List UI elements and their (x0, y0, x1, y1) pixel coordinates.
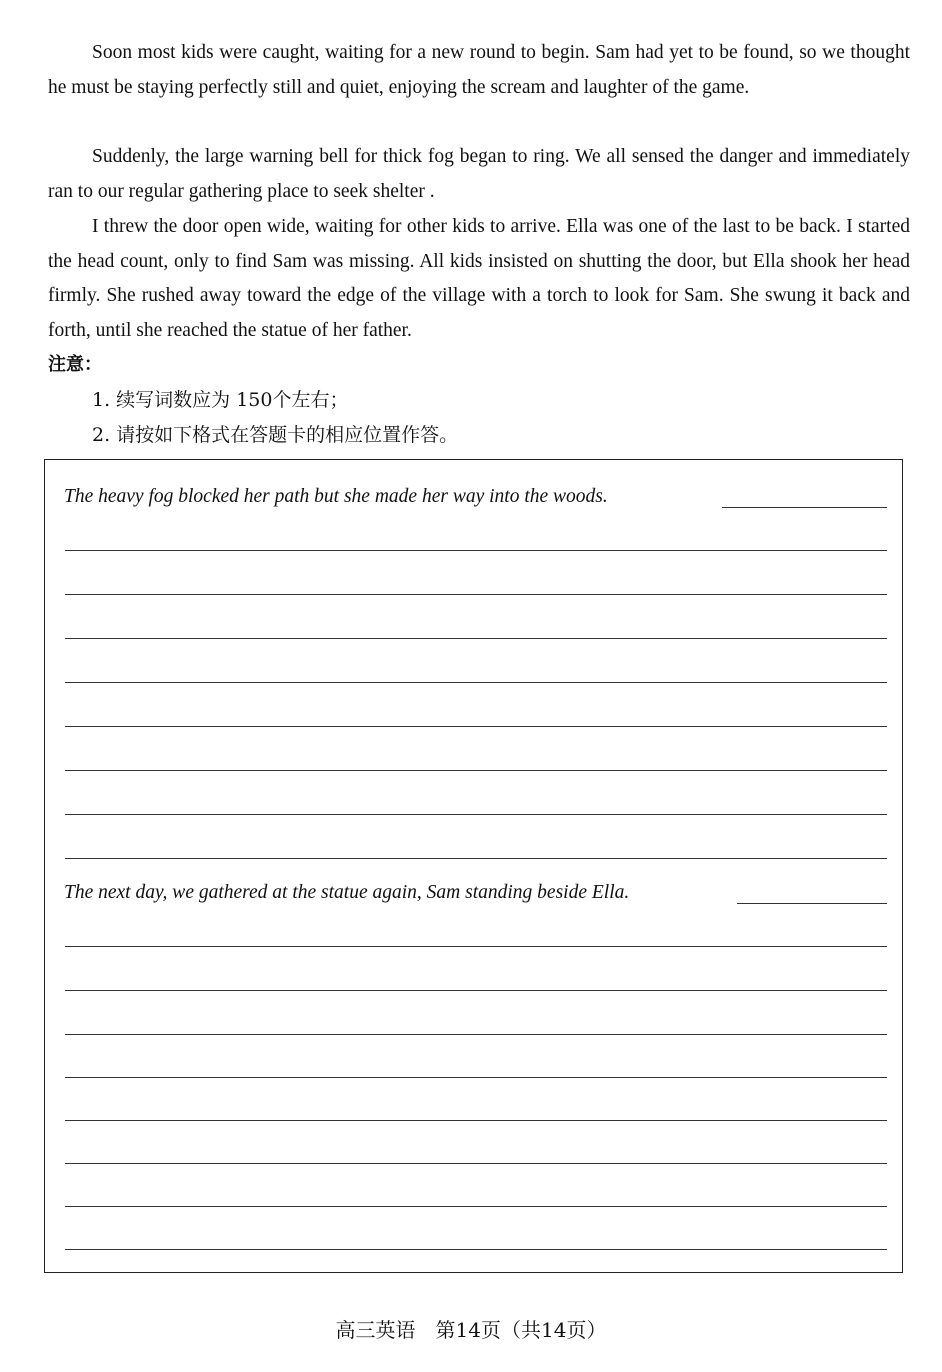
writing-line[interactable] (737, 903, 887, 904)
writing-line[interactable] (65, 1206, 887, 1207)
writing-line[interactable] (65, 1163, 887, 1164)
writing-line[interactable] (65, 682, 887, 683)
passage-paragraph-3: I threw the door open wide, waiting for other kids to arrive. Ella was one of the last to be back. I started the head count, only to find Sam was missing. All kids insisted on shutting the door, but Ella shook her head firmly. She rushed away toward the edge of the village with a torch to look for Sam. She swung it back and forth, until she reached the statue of her father. (48, 216, 910, 342)
writing-line[interactable] (65, 770, 887, 771)
answer-box (44, 459, 903, 1273)
writing-line[interactable] (65, 1249, 887, 1250)
writing-line[interactable] (65, 1034, 887, 1035)
continuation-prompt-1: The heavy fog blocked her path but she made her way into the woods. (64, 486, 608, 507)
writing-line[interactable] (65, 814, 887, 815)
writing-line[interactable] (65, 858, 887, 859)
passage-paragraph-2: Suddenly, the large warning bell for thick fog began to ring. We all sensed the danger and immediately ran to our regular gathering place to seek shelter . (48, 146, 910, 202)
passage-paragraph-1: Soon most kids were caught, waiting for a new round to begin. Sam had yet to be found, so we thought he must be staying perfectly still and quiet, enjoying the scream and laughter of the game. (48, 42, 910, 98)
writing-line[interactable] (65, 1077, 887, 1078)
writing-line[interactable] (65, 726, 887, 727)
note-item-1: 1. 续写词数应为 150个左右； (92, 389, 349, 411)
writing-line[interactable] (722, 507, 887, 508)
writing-line[interactable] (65, 638, 887, 639)
continuation-prompt-2: The next day, we gathered at the statue again, Sam standing beside Ella. (64, 882, 630, 903)
writing-line[interactable] (65, 550, 887, 551)
writing-line[interactable] (65, 1120, 887, 1121)
note-item-2: 2. 请按如下格式在答题卡的相应位置作答。 (92, 424, 459, 446)
writing-line[interactable] (65, 990, 887, 991)
writing-line[interactable] (65, 594, 887, 595)
page-footer: 高三英语 第14页（共14页） (335, 1318, 607, 1342)
writing-line[interactable] (65, 946, 887, 947)
notes-title: 注意： (48, 354, 102, 375)
